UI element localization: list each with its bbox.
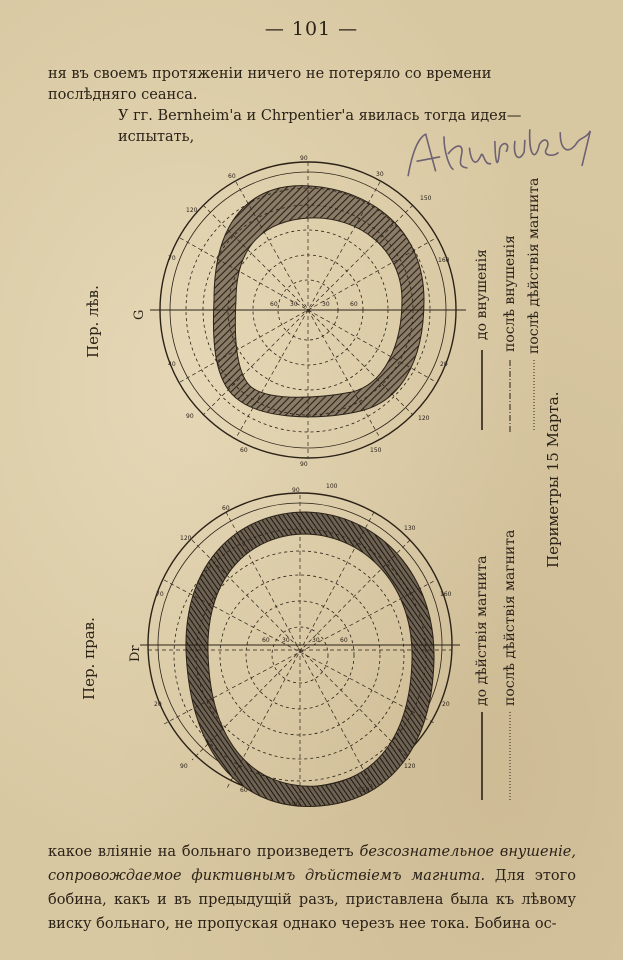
svg-text:90: 90 — [292, 801, 300, 808]
bottom-text-part3: Для этого бобина, какъ и въ предыдущій разъ, приставлена была къ лѣвому виску больнаго, не пропуская однако черезъ нее тока. Бобина ос- — [48, 868, 576, 932]
svg-text:30: 30 — [376, 171, 384, 178]
svg-text:150: 150 — [358, 787, 370, 794]
lower-figure-label: Пер. прав. — [80, 617, 98, 700]
svg-text:100: 100 — [326, 483, 338, 490]
bottom-text-part1: какое вліяніе на больнаго произведетъ — [48, 844, 360, 860]
svg-text:30: 30 — [312, 637, 320, 644]
svg-text:60: 60 — [350, 301, 358, 308]
svg-text:30: 30 — [322, 301, 330, 308]
svg-text:120: 120 — [186, 207, 198, 214]
upper-figure-label: Пер. лѣв. — [84, 285, 102, 358]
svg-text:20: 20 — [442, 701, 450, 708]
svg-text:160: 160 — [440, 591, 452, 598]
paragraph-top-2: У гг. Bernheim'a и Chrpentier'a явилась тогда идея—испытать, — [118, 108, 522, 145]
svg-text:130: 130 — [404, 525, 416, 532]
svg-text:70: 70 — [168, 255, 176, 262]
lower-legend-1: до дѣйствія магнита — [474, 555, 490, 706]
bottom-text-italic: безсознательное внушеніе, сопровождаемое фиктивнымъ дѣйствіемъ магнита. — [48, 844, 576, 884]
svg-text:60: 60 — [340, 637, 348, 644]
upper-eye-letter: G — [132, 309, 147, 320]
svg-text:90: 90 — [300, 461, 308, 468]
upper-legend-3: послѣ дѣйствія магнита — [526, 177, 542, 354]
lower-perimeter-chart — [140, 483, 460, 808]
paragraph-bottom — [48, 840, 576, 936]
svg-text:30: 30 — [290, 301, 298, 308]
svg-text:20: 20 — [440, 361, 448, 368]
svg-text:160: 160 — [438, 257, 450, 264]
upper-legend-2: послѣ внушенія — [502, 235, 518, 352]
lower-legend-2: послѣ дѣйствія магнита — [502, 529, 518, 706]
svg-text:70: 70 — [156, 591, 164, 598]
svg-text:90: 90 — [300, 155, 308, 162]
svg-text:60: 60 — [262, 637, 270, 644]
svg-text:120: 120 — [180, 535, 192, 542]
page-number: — 101 — — [264, 18, 359, 40]
lower-eye-letter: Dr — [128, 645, 143, 662]
svg-text:60: 60 — [228, 173, 236, 180]
svg-text:60: 60 — [240, 787, 248, 794]
svg-text:90: 90 — [186, 413, 194, 420]
svg-text:90: 90 — [292, 487, 300, 494]
svg-text:120: 120 — [418, 415, 430, 422]
svg-text:30: 30 — [282, 637, 290, 644]
svg-text:60: 60 — [222, 505, 230, 512]
paragraph-top-1: ня въ своемъ протяженіи ничего не потеряло со времени послѣдняго сеанса. — [48, 66, 492, 103]
upper-legend-1: до внушенія — [474, 249, 490, 340]
svg-text:20: 20 — [154, 701, 162, 708]
svg-text:150: 150 — [370, 447, 382, 454]
svg-text:90: 90 — [180, 763, 188, 770]
svg-text:60: 60 — [240, 447, 248, 454]
svg-text:150: 150 — [420, 195, 432, 202]
svg-text:60: 60 — [270, 301, 278, 308]
svg-text:40: 40 — [168, 361, 176, 368]
svg-text:120: 120 — [404, 763, 416, 770]
upper-perimeter-chart — [150, 155, 466, 468]
figure-caption: Периметры 15 Марта. — [544, 391, 562, 568]
